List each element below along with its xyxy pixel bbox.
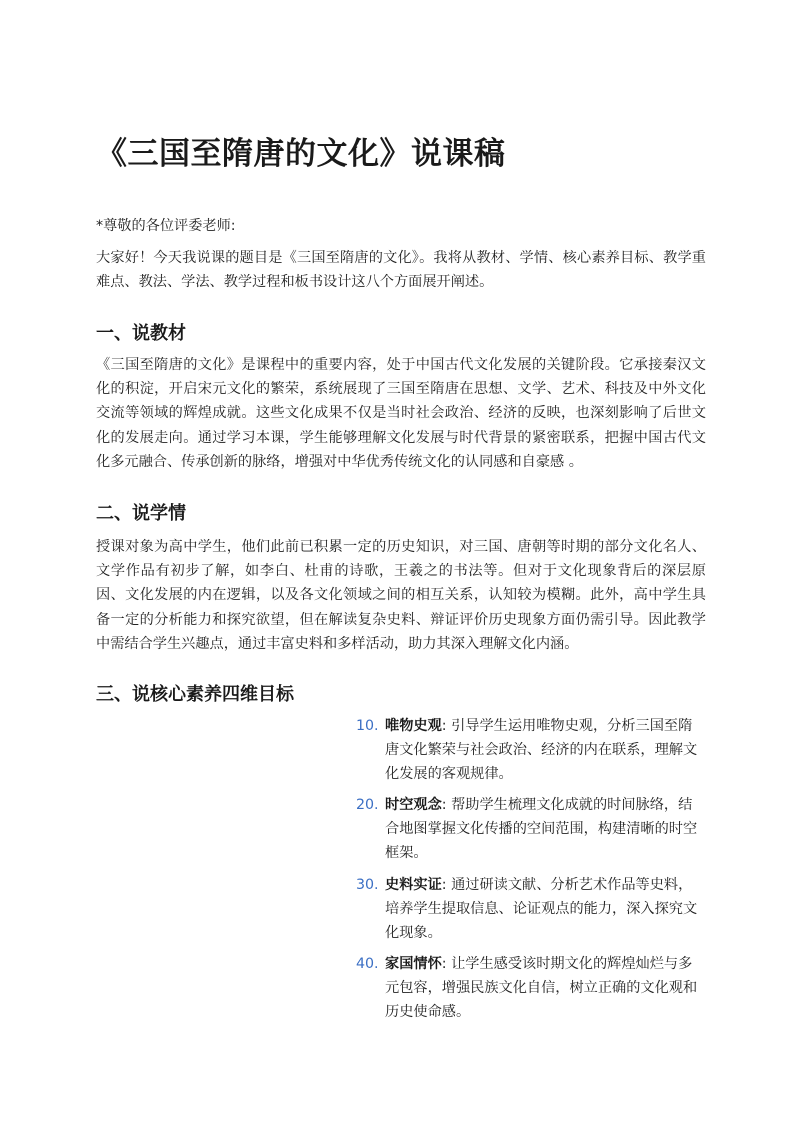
goal-name: 时空观念 (385, 797, 442, 813)
greeting: *尊敬的各位评委老师: (96, 218, 236, 234)
goal-item (356, 793, 701, 866)
goal-separator: : (441, 877, 452, 893)
section-heading-students: 二、说学情 (96, 503, 186, 524)
document-title: 《三国至隋唐的文化》说课稿 (96, 136, 506, 172)
goal-separator: : (441, 718, 452, 734)
section-body-textbook: 《三国至隋唐的文化》是课程中的重要内容，处于中国古代文化发展的关键阶段。它承接秦汉文化的积淀，开启宋元文化的繁荣，系统展现了三国至隋唐在思想、文学、艺术、科技及中外文化交流等领域的辉煌成就。这些文化成果不仅是当时社会政治、经济的反映，也深刻影响了后世文化的发展走向。通过学习本课，学生能够理解文化发展与时代背景的紧密联系，把握中国古代文化多元融合、传承创新的脉络，增强对中华优秀传统文化的认同感和自豪感 。 (96, 357, 706, 470)
goal-description: 帮助学生梳理文化成就的时间脉络，结合地图掌握文化传播的空间范围，构建清晰的时空框架。 (385, 797, 698, 862)
goal-text-block (356, 873, 701, 946)
goal-text-block (356, 952, 701, 1025)
section-heading-goals: 三、说核心素养四维目标 (96, 684, 294, 705)
goal-name: 家国情怀 (385, 956, 442, 972)
section-body-students: 授课对象为高中学生，他们此前已积累一定的历史知识，对三国、唐朝等时期的部分文化名人、文学作品有初步了解，如李白、杜甫的诗歌，王羲之的书法等。但对于文化现象背后的深层原因、文化发展的内在逻辑，以及各文化领域之间的相互关系，认知较为模糊。此外，高中学生具备一定的分析能力和探究欲望，但在解读复杂史料、辩证评价历史现象方面仍需引导。因此教学中需结合学生兴趣点，通过丰富史料和多样活动，助力其深入理解文化内涵。 (96, 539, 706, 652)
goal-separator: : (441, 797, 452, 813)
section-heading-textbook: 一、说教材 (96, 323, 186, 344)
goal-item (356, 952, 701, 1025)
goal-item (356, 873, 701, 946)
goal-item (356, 714, 701, 787)
goal-name: 唯物史观 (385, 718, 442, 734)
goal-description: 让学生感受该时期文化的辉煌灿烂与多元包容，增强民族文化自信，树立正确的文化观和历史使命感。 (385, 956, 698, 1021)
goal-text-block (356, 793, 701, 866)
goal-number: 40. (356, 956, 379, 972)
goal-number: 20. (356, 797, 379, 813)
goal-name: 史料实证 (385, 877, 442, 893)
goal-description: 引导学生运用唯物史观，分析三国至隋唐文化繁荣与社会政治、经济的内在联系，理解文化发展的客观规律。 (385, 718, 698, 783)
intro-paragraph: 大家好！今天我说课的题目是《三国至隋唐的文化》。我将从教材、学情、核心素养目标、教学重难点、教法、学法、教学过程和板书设计这八个方面展开阐述。 (96, 250, 706, 291)
goal-description: 通过研读文献、分析艺术作品等史料，培养学生提取信息、论证观点的能力，深入探究文化现象。 (385, 877, 698, 942)
goal-number: 30. (356, 877, 379, 893)
goal-number: 10. (356, 718, 379, 734)
goal-separator: : (441, 956, 452, 972)
goal-text-block (356, 714, 701, 787)
